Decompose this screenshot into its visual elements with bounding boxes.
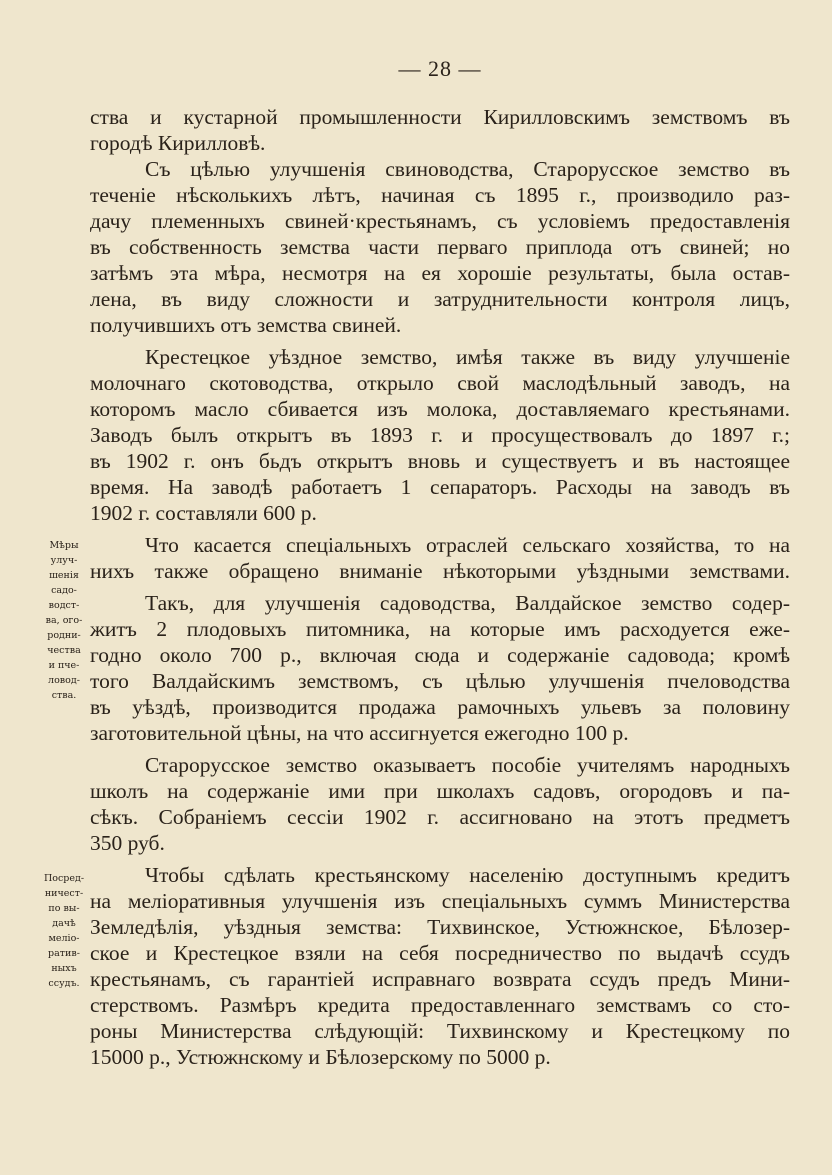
text-line: Крестецкое уѣздное земство, имѣя также въ виду улучшеніе [145, 345, 790, 369]
text-line: Старорусское земство оказываетъ пособіе учителямъ народныхъ [145, 753, 790, 777]
margin-note-gardening [38, 538, 90, 703]
margin-note-line: по вы- [48, 903, 80, 914]
margin-note-line: ныхъ [51, 963, 77, 974]
text-line: стерствомъ. Размѣръ кредита предоставленнаго земствамъ со сто- [90, 993, 790, 1017]
text-line: ское и Крестецкое взяли на себя посредничество по выдачѣ ссудъ [90, 941, 790, 965]
text-line: въ уѣздѣ, производится продажа рамочныхъ ульевъ за половину [90, 695, 790, 719]
margin-note-line: Посред- [43, 873, 85, 884]
text-line: заготовительной цѣны, на что ассигнуется ежегодно 100 р. [90, 721, 629, 745]
margin-note-line: ва, ого- [45, 615, 83, 626]
text-line: роны Министерства слѣдующій: Тихвинскому и Крестецкому по [90, 1019, 790, 1043]
text-line: получившихъ отъ земства свиней. [90, 313, 402, 337]
text-line: 15000 р., Устюжнскому и Бѣлозерскому по 5000 р. [90, 1045, 551, 1069]
text-line: житъ 2 плодовыхъ питомника, на которые имъ расходуется еже- [90, 617, 790, 641]
text-line: нихъ также обращено вниманіе нѣкоторыми уѣздными земствами. [90, 559, 790, 583]
text-line: молочнаго скотоводства, открыло свой маслодѣльный заводъ, на [90, 371, 790, 395]
margin-note-line: чества [47, 645, 81, 656]
margin-note-line: шенія [49, 570, 79, 581]
text-line: теченіе нѣсколькихъ лѣтъ, начиная съ 1895 г., производило раз- [90, 183, 790, 207]
margin-note-line: ратив- [48, 948, 80, 959]
margin-note-line: ловод- [48, 675, 80, 686]
margin-note-line: водст- [48, 600, 80, 611]
text-line: дачу племенныхъ свиней·крестьянамъ, съ условіемъ предоставленія [90, 209, 790, 233]
margin-note-line: улуч- [50, 555, 78, 566]
text-line: Съ цѣлью улучшенія свиноводства, Старорусское земство въ [145, 157, 790, 181]
text-line: Что касается спеціальныхъ отраслей сельскаго хозяйства, то на [145, 533, 790, 557]
text-line: ства и кустарной промышленности Кирилловскимъ земствомъ въ [90, 105, 790, 129]
text-line: Такъ, для улучшенія садоводства, Валдайское земство содер- [145, 591, 790, 615]
text-line: въ 1902 г. онъ бьдъ открытъ вновь и существуетъ и въ настоящее [90, 449, 790, 473]
text-line: сѣкъ. Собраніемъ сессіи 1902 г. ассигновано на этотъ предметъ [90, 805, 790, 829]
text-line: 1902 г. составляли 600 р. [90, 501, 317, 525]
text-line: въ собственность земства части перваго приплода отъ свиней; но [90, 235, 790, 259]
text-line: лена, въ виду сложности и затруднительности контроля лицъ, [90, 287, 790, 311]
margin-note-line: ссудъ. [48, 978, 80, 989]
margin-note-line: ства. [51, 690, 77, 701]
page-number: — 28 — [398, 56, 482, 81]
text-line: Чтобы сдѣлать крестьянскому населенію доступнымъ кредитъ [145, 863, 790, 887]
margin-note-line: Мѣры [49, 540, 79, 551]
text-line: городѣ Кирилловѣ. [90, 131, 266, 155]
margin-note-line: меліо- [48, 933, 80, 944]
text-line: время. На заводѣ работаетъ 1 сепараторъ. Расходы на заводъ въ [90, 475, 790, 499]
margin-note-line: дачѣ [52, 918, 76, 929]
text-line: на меліоративныя улучшенія изъ спеціальныхъ суммъ Министерства [90, 889, 790, 913]
margin-note-line: и пче- [48, 660, 80, 671]
margin-note-line: садо- [51, 585, 77, 596]
text-line: школъ на содержаніе ими при школахъ садовъ, огородовъ и па- [90, 779, 790, 803]
margin-note-line: родни- [47, 630, 81, 641]
text-line: Земледѣлія, уѣздныя земства: Тихвинское, Устюжнское, Бѣлозер- [90, 915, 790, 939]
margin-note-line: ничест- [44, 888, 84, 899]
text-line: Заводъ былъ открытъ въ 1893 г. и просуществовалъ до 1897 г.; [90, 423, 790, 447]
text-line: крестьянамъ, съ гарантіей исправнаго возврата ссудъ предъ Мини- [90, 967, 790, 991]
text-line: 350 руб. [90, 831, 165, 855]
text-line: того Валдайскимъ земствомъ, съ цѣлью улучшенія пчеловодства [90, 669, 790, 693]
margin-note-loans [38, 871, 90, 991]
text-line: затѣмъ эта мѣра, несмотря на ея хорошіе результаты, была остав- [90, 261, 790, 285]
text-line: годно около 700 р., включая сюда и содержаніе садовода; кромѣ [90, 643, 790, 667]
text-line: которомъ масло сбивается изъ молока, доставляемаго крестьянами. [90, 397, 790, 421]
